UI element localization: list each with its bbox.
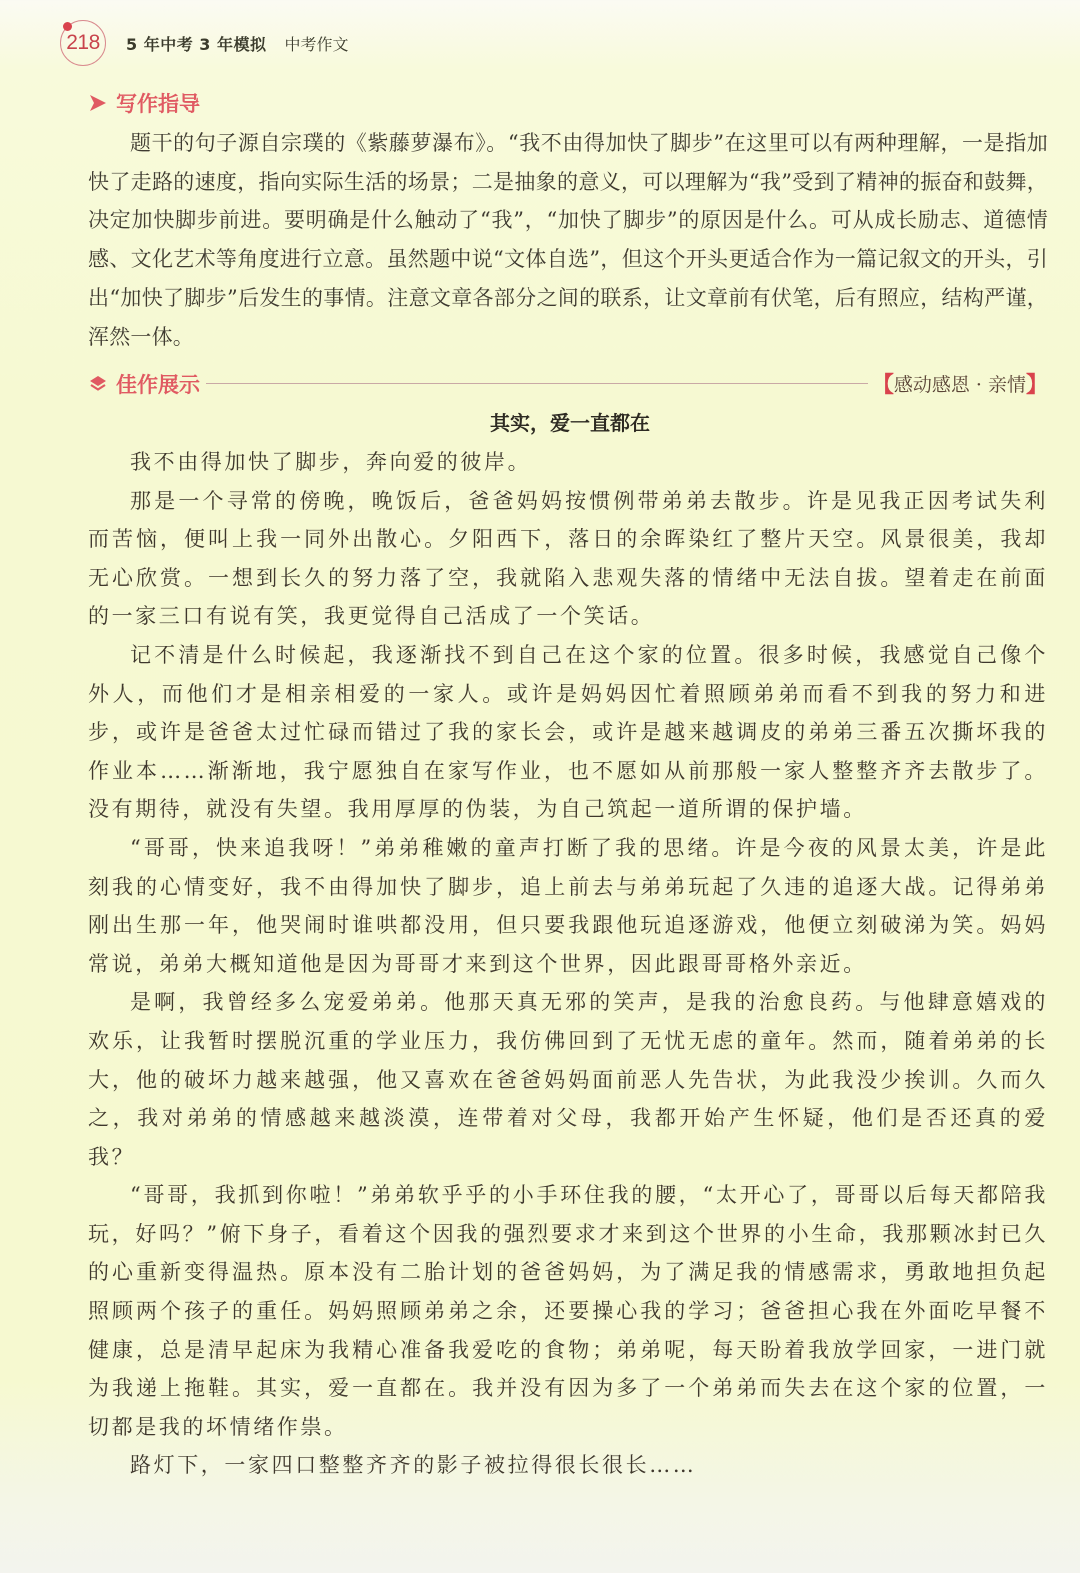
essay-paragraph: 记不清是什么时候起，我逐渐找不到自己在这个家的位置。很多时候，我感觉自己像个外人，而他们才是相亲相爱的一家人。或许是妈妈因忙着照顾弟弟而看不到我的努力和进步，或许是爸爸太过忙碌而错过了我的家长会，或许是越来越调皮的弟弟三番五次撕坏我的作业本……渐渐地，我宁愿独自在家写作业，也不愿如从前那般一家人整整齐齐去散步了。没有期待，就没有失望。我用厚厚的伪装，为自己筑起一道所谓的保护墙。 (88, 642, 1048, 822)
writing-guide-heading (88, 88, 200, 118)
essay-body (88, 443, 1048, 1485)
essay-paragraph: 路灯下，一家四口整整齐齐的影子被拉得很长很长…… (130, 1453, 697, 1478)
showcase-title: 佳作展示 (116, 372, 200, 397)
guide-paragraph: 题干的句子源自宗璞的《紫藤萝瀑布》。“我不由得加快了脚步”在这里可以有两种理解，一是指加快了走路的速度，指向实际生活的场景；二是抽象的意义，可以理解为“我”受到了精神的振奋和鼓舞，决定加快脚步前进。要明确是什么触动了“我”，“加快了脚步”的原因是什么。可从成长励志、道德情感、文化艺术等角度进行立意。虽然题中说“文体自选”，但这个开头更适合作为一篇记叙文的开头，引出“加快了脚步”后发生的事情。注意文章各部分之间的联系，让文章前有伏笔，后有照应，结构严谨，浑然一体。 (88, 131, 1048, 349)
divider-line (206, 383, 868, 384)
page-header (60, 18, 349, 68)
essay-title: 其实，爱一直都在 (490, 411, 650, 435)
category-label: 感动感恩 · 亲情 (893, 374, 1026, 396)
play-triangle-icon (88, 94, 108, 112)
essay-paragraph: “哥哥，我抓到你啦！”弟弟软乎乎的小手环住我的腰，“太开心了，哥哥以后每天都陪我玩，好吗？”俯下身子，看着这个因我的强烈要求才来到这个世界的小生命，我那颗冰封已久的心重新变得温热。原本没有二胎计划的爸爸妈妈，为了满足我的情感需求，勇敢地担负起照顾两个孩子的重任。妈妈照顾弟弟之余，还要操心我的学习；爸爸担心我在外面吃早餐不健康，总是清早起床为我精心准备我爱吃的食物；弟弟呢，每天盼着我放学回家，一进门就为我递上拖鞋。其实，爱一直都在。我并没有因为多了一个弟弟而失去在这个家的位置，一切都是我的坏情绪作祟。 (88, 1183, 1048, 1439)
writing-guide-title: 写作指导 (116, 92, 200, 116)
page-number: 218 (66, 31, 100, 54)
showcase-heading (88, 368, 1048, 399)
book-title: 5 年中考 3 年模拟 (126, 34, 267, 54)
layers-icon (88, 374, 108, 394)
book-subtitle: 中考作文 (284, 34, 349, 54)
essay-paragraph: 我不由得加快了脚步，奔向爱的彼岸。 (130, 450, 532, 474)
essay-paragraph: 是啊，我曾经多么宠爱弟弟。他那天真无邪的笑声，是我的治愈良药。与他肆意嬉戏的欢乐，让我暂时摆脱沉重的学业压力，我仿佛回到了无忧无虑的童年。然而，随着弟弟的长大，他的破坏力越来越强，他又喜欢在爸爸妈妈面前恶人先告状，为此我没少挨训。久而久之，我对弟弟的情感越来越淡漠，连带着对父母，我都开始产生怀疑，他们是否还真的爱我？ (88, 990, 1048, 1169)
category-tag (872, 368, 1048, 399)
bracket-open: 【 (871, 372, 894, 398)
writing-guide-body (88, 124, 1048, 356)
essay-paragraph: “哥哥，快来追我呀！”弟弟稚嫩的童声打断了我的思绪。许是今夜的风景太美，许是此刻我的心情变好，我不由得加快了脚步，追上前去与弟弟玩起了久违的追逐大战。记得弟弟刚出生那一年，他哭闹时谁哄都没用，但只要我跟他玩追逐游戏，他便立刻破涕为笑。妈妈常说，弟弟大概知道他是因为哥哥才来到这个世界，因此跟哥哥格外亲近。 (88, 835, 1048, 976)
red-dot-icon (63, 22, 72, 31)
page-number-badge (60, 20, 106, 66)
essay-paragraph: 那是一个寻常的傍晚，晚饭后，爸爸妈妈按惯例带弟弟去散步。许是见我正因考试失利而苦恼，便叫上我一同外出散心。夕阳西下，落日的余晖染红了整片天空。风景很美，我却无心欣赏。一想到长久的努力落了空，我就陷入悲观失落的情绪中无法自拔。望着走在前面的一家三口有说有笑，我更觉得自己活成了一个笑话。 (88, 488, 1048, 629)
bracket-close: 】 (1025, 372, 1048, 398)
